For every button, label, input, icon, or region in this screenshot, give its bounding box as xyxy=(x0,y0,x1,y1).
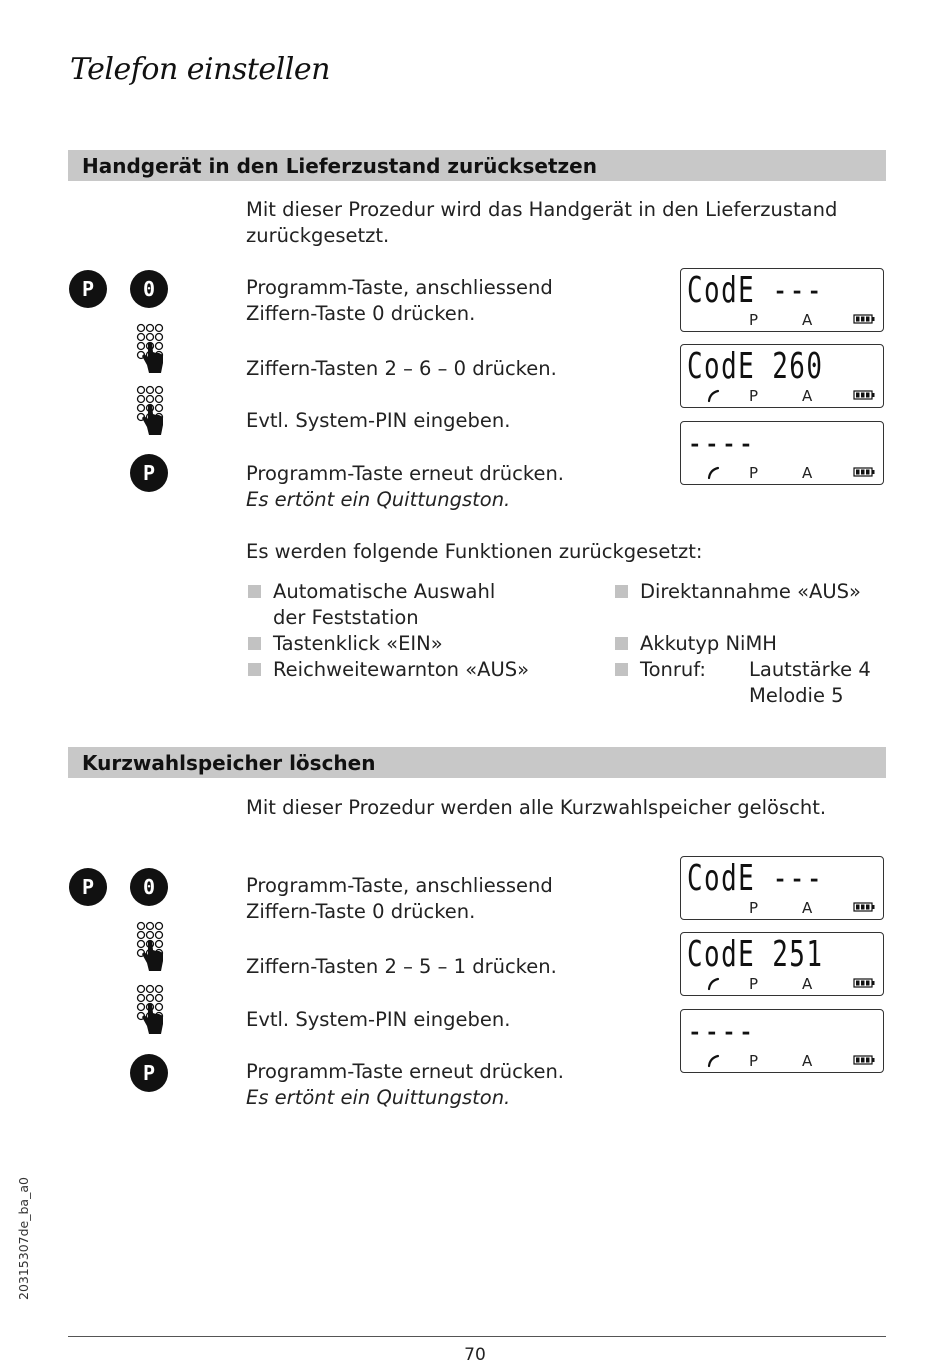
lcd-main-text: CodE --- xyxy=(687,270,824,311)
step-text: Evtl. System-PIN eingeben. xyxy=(246,1008,511,1031)
lcd-display xyxy=(680,1009,884,1073)
lcd-display xyxy=(680,344,884,408)
list-item: Direktannahme «AUS» xyxy=(640,580,861,603)
page-number: 70 xyxy=(464,1345,486,1365)
step-text: Programm-Taste, anschliessend Ziffern-Taste 0 drücken. xyxy=(246,276,553,325)
lcd-main-text: CodE 251 xyxy=(687,934,824,975)
lcd-p-indicator: P xyxy=(749,311,759,329)
keypad-press-icon xyxy=(135,921,171,975)
step-text: Programm-Taste erneut drücken. Es ertönt ein Quittungston. xyxy=(246,1060,565,1109)
zero-key-icon: 0 xyxy=(130,270,168,308)
footer-divider xyxy=(68,1336,886,1337)
lcd-a-indicator: A xyxy=(802,1052,813,1070)
lcd-main-text: ---- xyxy=(687,1011,756,1052)
lcd-p-indicator: P xyxy=(749,464,759,482)
battery-icon xyxy=(853,978,875,988)
p-key-icon: P xyxy=(130,1054,168,1092)
lcd-p-indicator: P xyxy=(749,899,759,917)
lcd-display xyxy=(680,856,884,920)
step-text: Ziffern-Tasten 2 – 6 – 0 drücken. xyxy=(246,357,557,380)
section-heading: Kurzwahlspeicher löschen xyxy=(82,751,376,775)
p-key-icon: P xyxy=(69,270,107,308)
keypad-press-icon xyxy=(135,984,171,1038)
lcd-a-indicator: A xyxy=(802,899,813,917)
list-item: Automatische Auswahl der Feststation xyxy=(273,580,496,629)
bullet-square xyxy=(248,637,261,650)
lcd-display xyxy=(680,268,884,332)
step-text: Evtl. System-PIN eingeben. xyxy=(246,409,511,432)
p-key-icon: P xyxy=(130,454,168,492)
confirm-text: Es ertönt ein Quittungston. xyxy=(246,1086,511,1109)
document-code: 20315307de_ba_a0 xyxy=(16,1177,31,1300)
lcd-display xyxy=(680,421,884,485)
list-item: Reichweitewarnton «AUS» xyxy=(273,658,530,681)
section-heading-bar xyxy=(68,150,886,181)
bullet-square xyxy=(248,585,261,598)
step-text: Ziffern-Tasten 2 – 5 – 1 drücken. xyxy=(246,955,557,978)
list-item: Akkutyp NiMH xyxy=(640,632,777,655)
lcd-a-indicator: A xyxy=(802,387,813,405)
lcd-main-text: CodE --- xyxy=(687,858,824,899)
section-intro: Mit dieser Prozedur werden alle Kurzwahlspeicher gelöscht. xyxy=(246,796,827,819)
handset-icon xyxy=(707,389,721,403)
lcd-display xyxy=(680,932,884,996)
bullet-square xyxy=(615,637,628,650)
zero-key-icon: 0 xyxy=(130,868,168,906)
list-item: Tastenklick «EIN» xyxy=(273,632,443,655)
keypad-press-icon xyxy=(135,385,171,439)
battery-icon xyxy=(853,390,875,400)
lcd-main-text: ---- xyxy=(687,423,756,464)
handset-icon xyxy=(707,1054,721,1068)
intro-line: zurückgesetzt. xyxy=(246,224,390,247)
lcd-a-indicator: A xyxy=(802,311,813,329)
list-item-label: Tonruf: xyxy=(640,658,707,681)
page-title: Telefon einstellen xyxy=(70,52,330,87)
lcd-p-indicator: P xyxy=(749,975,759,993)
lcd-a-indicator: A xyxy=(802,975,813,993)
bullet-square xyxy=(615,663,628,676)
bullet-square xyxy=(615,585,628,598)
battery-icon xyxy=(853,1055,875,1065)
keypad-press-icon xyxy=(135,323,171,377)
list-item-values: Lautstärke 4 Melodie 5 xyxy=(749,658,871,707)
section-heading: Handgerät in den Lieferzustand zurücksetzen xyxy=(82,154,597,178)
section-intro xyxy=(246,197,837,249)
handset-icon xyxy=(707,977,721,991)
reset-intro: Es werden folgende Funktionen zurückgesetzt: xyxy=(246,540,703,563)
section-heading-bar xyxy=(68,747,886,778)
lcd-p-indicator: P xyxy=(749,1052,759,1070)
battery-icon xyxy=(853,467,875,477)
bullet-square xyxy=(248,663,261,676)
step-text: Programm-Taste, anschliessend Ziffern-Taste 0 drücken. xyxy=(246,874,553,923)
step-text: Programm-Taste erneut drücken. Es ertönt ein Quittungston. xyxy=(246,462,565,511)
p-key-icon: P xyxy=(69,868,107,906)
intro-line: Mit dieser Prozedur wird das Handgerät in den Lieferzustand xyxy=(246,198,838,221)
handset-icon xyxy=(707,466,721,480)
lcd-a-indicator: A xyxy=(802,464,813,482)
lcd-p-indicator: P xyxy=(749,387,759,405)
battery-icon xyxy=(853,902,875,912)
lcd-main-text: CodE 260 xyxy=(687,346,824,387)
battery-icon xyxy=(853,314,875,324)
confirm-text: Es ertönt ein Quittungston. xyxy=(246,488,511,511)
